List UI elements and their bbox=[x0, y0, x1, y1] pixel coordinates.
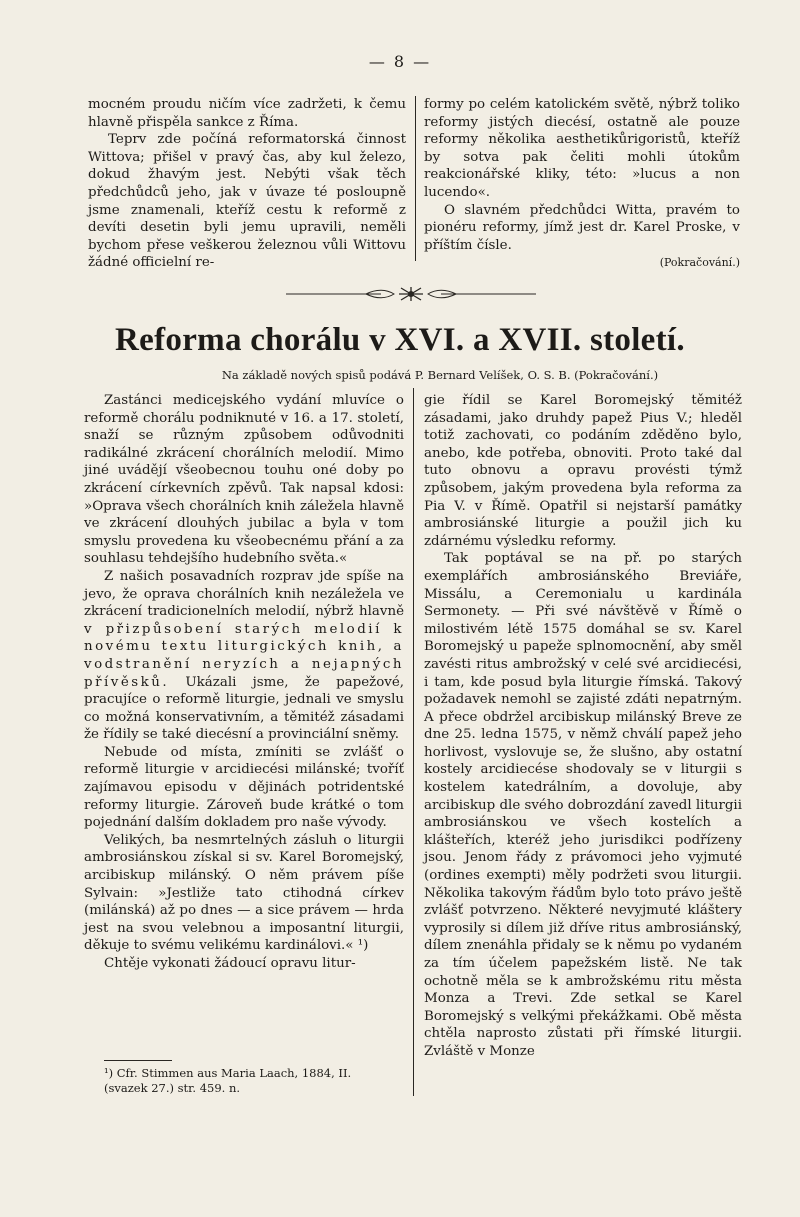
paragraph: Velikých, ba nesmrtelných zásluh o liturgii ambrosiánskou získal si sv. Karel Boromejský, arcibiskup milánský. O něm právem píše Sylvain: »Jestliže tato ctihodná církev (milánská) až po dnes — a sice právem — hrda jest na svou velebnou a imposantní liturgii, děkuje to svému velikému kardinálovi.« ¹) bbox=[84, 832, 404, 954]
bottom-left-column bbox=[84, 392, 404, 973]
text-span: Ukázali jsme, že papežové, pracujíce o reformě liturgie, jednali ve smyslu co možná konservativním, a těmitéž zásadami že řídily se také diecésní a provinciální sněmy. bbox=[84, 674, 404, 743]
top-left-column bbox=[88, 96, 406, 272]
footnote-line: ¹) Cfr. Stimmen aus Maria Laach, 1884, II. bbox=[104, 1066, 352, 1080]
paragraph: Teprv zde počíná reformatorská činnost Wittova; přišel v pravý čas, aby kul železo, dokud žhavým jest. Nebýti však těch předchůdců jeho, jak v úvaze té posloupně jsme znamenali, kteříž cestu k reformě z devíti desetin byli jemu upravili, neměli bychom přese veškerou železnou vůli Wittovu žádné officielní re- bbox=[88, 132, 406, 271]
divider-ornament bbox=[286, 286, 536, 302]
bottom-right-column bbox=[424, 392, 742, 1061]
footnote bbox=[104, 1066, 404, 1096]
text-span: Z našich posavadních rozprav jde spíše na jevo, že oprava chorálních knih nezáležela ve zkrácení tradicionelních melodií, nýbrž hlavně bbox=[84, 568, 404, 620]
article-byline: Na základě nových spisů podává P. Bernard Velíšek, O. S. B. (Pokračování.) bbox=[221, 368, 659, 382]
paragraph: formy po celém katolickém světě, nýbrž toliko reformy jistých diecésí, ostatně ale pouze reformy několika aesthetikůrigoristů, kteříž by sotva pak čeliti mohli útokům reakcionářské kliky, této: »lucus a non lucendo«. bbox=[424, 97, 740, 200]
paragraph: Tak poptával se na př. po starých exemplářích ambrosiánského Breviáře, Missálu, a Ceremonialu u kardinála Sermonety. — Při své návštěvě v Římě o milostivém létě 1575 domáhal se sv. Karel Boromejský u papeže splnomocnění, aby směl zavésti ritus ambrožský v celé své arcidiecési, i tam, kde posud byla liturgie římská. Takový požadavek nemohl se zajisté zdáti nepatrným. A přece obdržel arcibiskup milánský Breve ze dne 25. ledna 1575, v němž chválí papež jeho horlivost, vyslovuje se, že slušno, aby ostatní kostely arcidiecése shodovaly se v liturgii s kostelem katedrálním, a dovoluje, aby arcibiskup dle svého dobrozdání zavedl liturgii ambrosiánskou ve všech kostelích a klášteřích, kteréž jeho jurisdikci podřízeny jsou. Jenom řády z právomoci jeho vyjmuté (ordines exempti) měly podržeti svou liturgii. Několika takovým řádům bylo toto právo ještě zvlášť potvrzeno. Některé nevyjmuté kláštery vyprosily si dílem již dříve ritus ambrosiánský, dílem znenáhla přidaly se k němu po vydaném za tím účelem papežském listě. Ne tak ochotně měla se k ambrožskému ritu města Monza a Trevi. Zde setkal se Karel Boromejský s velkými překážkami. Obě města chtěla naprosto zůstati při římské liturgii. Zvláště v Monze bbox=[424, 551, 742, 1059]
article-title: Reforma chorálu v XVI. a XVII. století. bbox=[115, 322, 685, 358]
spaced-emphasis: v přizpůsobení starých melodií k novému textu liturgických knih, a vodstranění neryzích a nejapných přívěsků. bbox=[84, 621, 404, 690]
continued-note: (Pokračování.) bbox=[659, 256, 740, 270]
paragraph bbox=[84, 568, 404, 744]
column-divider bbox=[415, 96, 416, 261]
paragraph: O slavném předchůdci Witta, pravém to pionéru reformy, jímž jest dr. Karel Proske, v příštím čísle. bbox=[424, 202, 740, 253]
footnote-rule bbox=[104, 1060, 172, 1061]
page-number: — 8 — bbox=[368, 52, 432, 71]
paragraph: Chtěje vykonati žádoucí opravu litur- bbox=[104, 956, 356, 971]
paragraph: Nebude od místa, zmíniti se zvlášť o reformě liturgie v arcidiecési milánské; tvoříť zajímavou episodu v dějinách potridentské reformy liturgie. Zároveň bude krátké o tom pojednání dalším dokladem pro naše vývody. bbox=[84, 744, 404, 831]
paragraph: gie řídil se Karel Boromejský těmitéž zásadami, jako druhdy papež Pius V.; hleděl totiž zachovati, co podáním zděděno bylo, anebo, kde potřeba, obnoviti. Proto také dal tuto obnovu a opravu provésti týmž způsobem, jakým provedena byla reforma za Pia V. v Římě. Opatřil si nejstarší památky ambrosiánské liturgie a použil jich ku zdárnému výsledku reformy. bbox=[424, 393, 742, 549]
paragraph: mocném proudu ničím více zadržeti, k čemu hlavně přispěla sankce z Říma. bbox=[88, 97, 406, 130]
footnote-line: (svazek 27.) str. 459. n. bbox=[104, 1081, 241, 1095]
top-right-column bbox=[424, 96, 740, 272]
paragraph: Zastánci medicejského vydání mluvíce o reformě chorálu podniknuté v 16. a 17. století, snaží se různým způsobem odůvodniti radikálné zkrácení chorálních melodií. Mimo jiné uvádějí všeobecnou touhu oné doby po zkrácení církevních zpěvů. Tak napsal kdosi: »Oprava všech chorálních knih záležela hlavně ve zkrácení dlouhých jubilac a byla v tom smyslu provedena ku všeobecnému přání a za souhlasu tehdejšího hudebního světa.« bbox=[84, 393, 404, 567]
column-divider bbox=[413, 388, 414, 1096]
